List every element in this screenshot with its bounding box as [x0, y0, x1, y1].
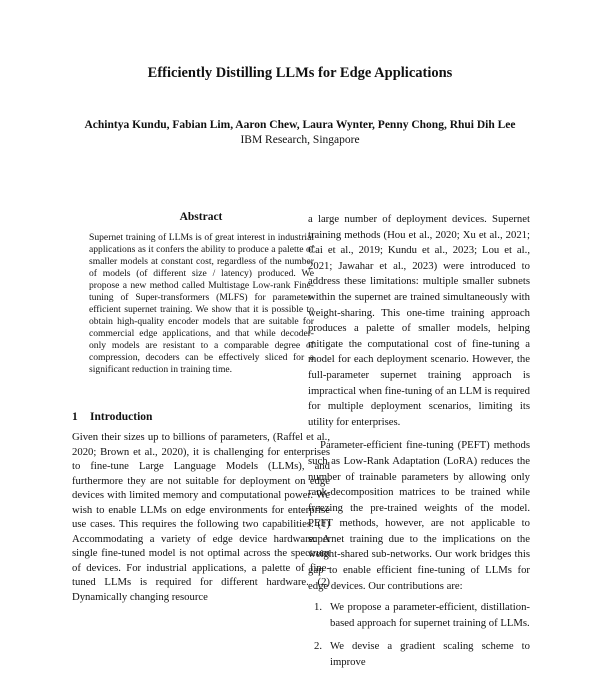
abstract-body: Supernet training of LLMs is of great interest in industrial applications as it confers the ability to produce a palette of smaller models at constant cost, regardless of the number of models (of different size / latency) produced. We propose a new method called Multistage Low-rank Fine-tuning of Super-transformers (MLFS) for parameter-efficient supernet training. We show that it is possible to obtain high-quality encoder models that are suitable for commercial edge applications, and that while decoder-only models are resistant to a comparable degree of compression, decoders can be effectively sliced for a significant reduction in training time. — [89, 232, 314, 375]
introduction-paragraph-2: Parameter-efficient fine-tuning (PEFT) methods such as Low-Rank Adaptation (LoRA) reduces the number of trainable parameters by allowing only rank-decomposition matrices to be trained while freezing the pre-trained weights of the model. PEFT methods, however, are not applicable to supernet training due to the implications on the weight-shared sub-networks. Our work bridges this gap to enable efficient fine-tuning of LLMs for edge devices. Our contributions are: — [308, 439, 530, 592]
contribution-text: We propose a parameter-efficient, distillation-based approach for supernet training of LLMs. — [330, 601, 530, 629]
section-heading-introduction — [72, 410, 330, 424]
abstract-heading: Abstract — [179, 211, 223, 223]
introduction-paragraph-1: a large number of deployment devices. Supernet training methods (Hou et al., 2020; Xu et al., 2021; Cai et al., 2019; Kundu et al., 2023; Lou et al., 2021; Jawahar et al., 2023) were introduced to address these limitations: multiple smaller subnets within the supernet are trained simultaneously with weight-sharing. This one-time training approach produces a palette of smaller models, helping mitigate the computational cost of fine-tuning a model for each deployment scenario. However, the full-parameter supernet training approach is impractical when fine-tuning of an LLM is required for multiple deployment scenarios, limiting its utility for enterprises. — [308, 213, 530, 428]
contribution-item — [308, 600, 530, 631]
contribution-marker: 2. — [314, 640, 323, 653]
contribution-marker: 1. — [314, 601, 323, 614]
introduction-left-paragraph: Given their sizes up to billions of parameters, (Raffel et al., 2020; Brown et al., 2020), it is challenging for enterprises to fine-tune Large Language Models (LLMs), and furthermore they are not suitable for deployment on edge devices with limited memory and computational power. We wish to enable LLMs on edge environments for enterprise use cases. This requires the following two capabilities. (1) Accommodating a variety of edge device hardware: A single fine-tuned model is not optimal across the spectrum of devices. For industrial applications, a palette of fine-tuned LLMs is required for different hardware. (2) Dynamically changing resource — [72, 431, 330, 603]
contribution-item — [308, 639, 530, 670]
affiliation: IBM Research, Singapore — [240, 134, 360, 146]
right-column — [308, 212, 530, 679]
paper-title: Efficiently Distilling LLMs for Edge Applications — [147, 65, 453, 81]
author-list: Achintya Kundu, Fabian Lim, Aaron Chew, Laura Wynter, Penny Chong, Rhui Dih Lee — [84, 119, 516, 131]
section-title: Introduction — [90, 411, 153, 423]
contribution-list — [308, 600, 530, 670]
contribution-text: We devise a gradient scaling scheme to improve — [330, 640, 530, 669]
section-number: 1 — [72, 411, 78, 423]
